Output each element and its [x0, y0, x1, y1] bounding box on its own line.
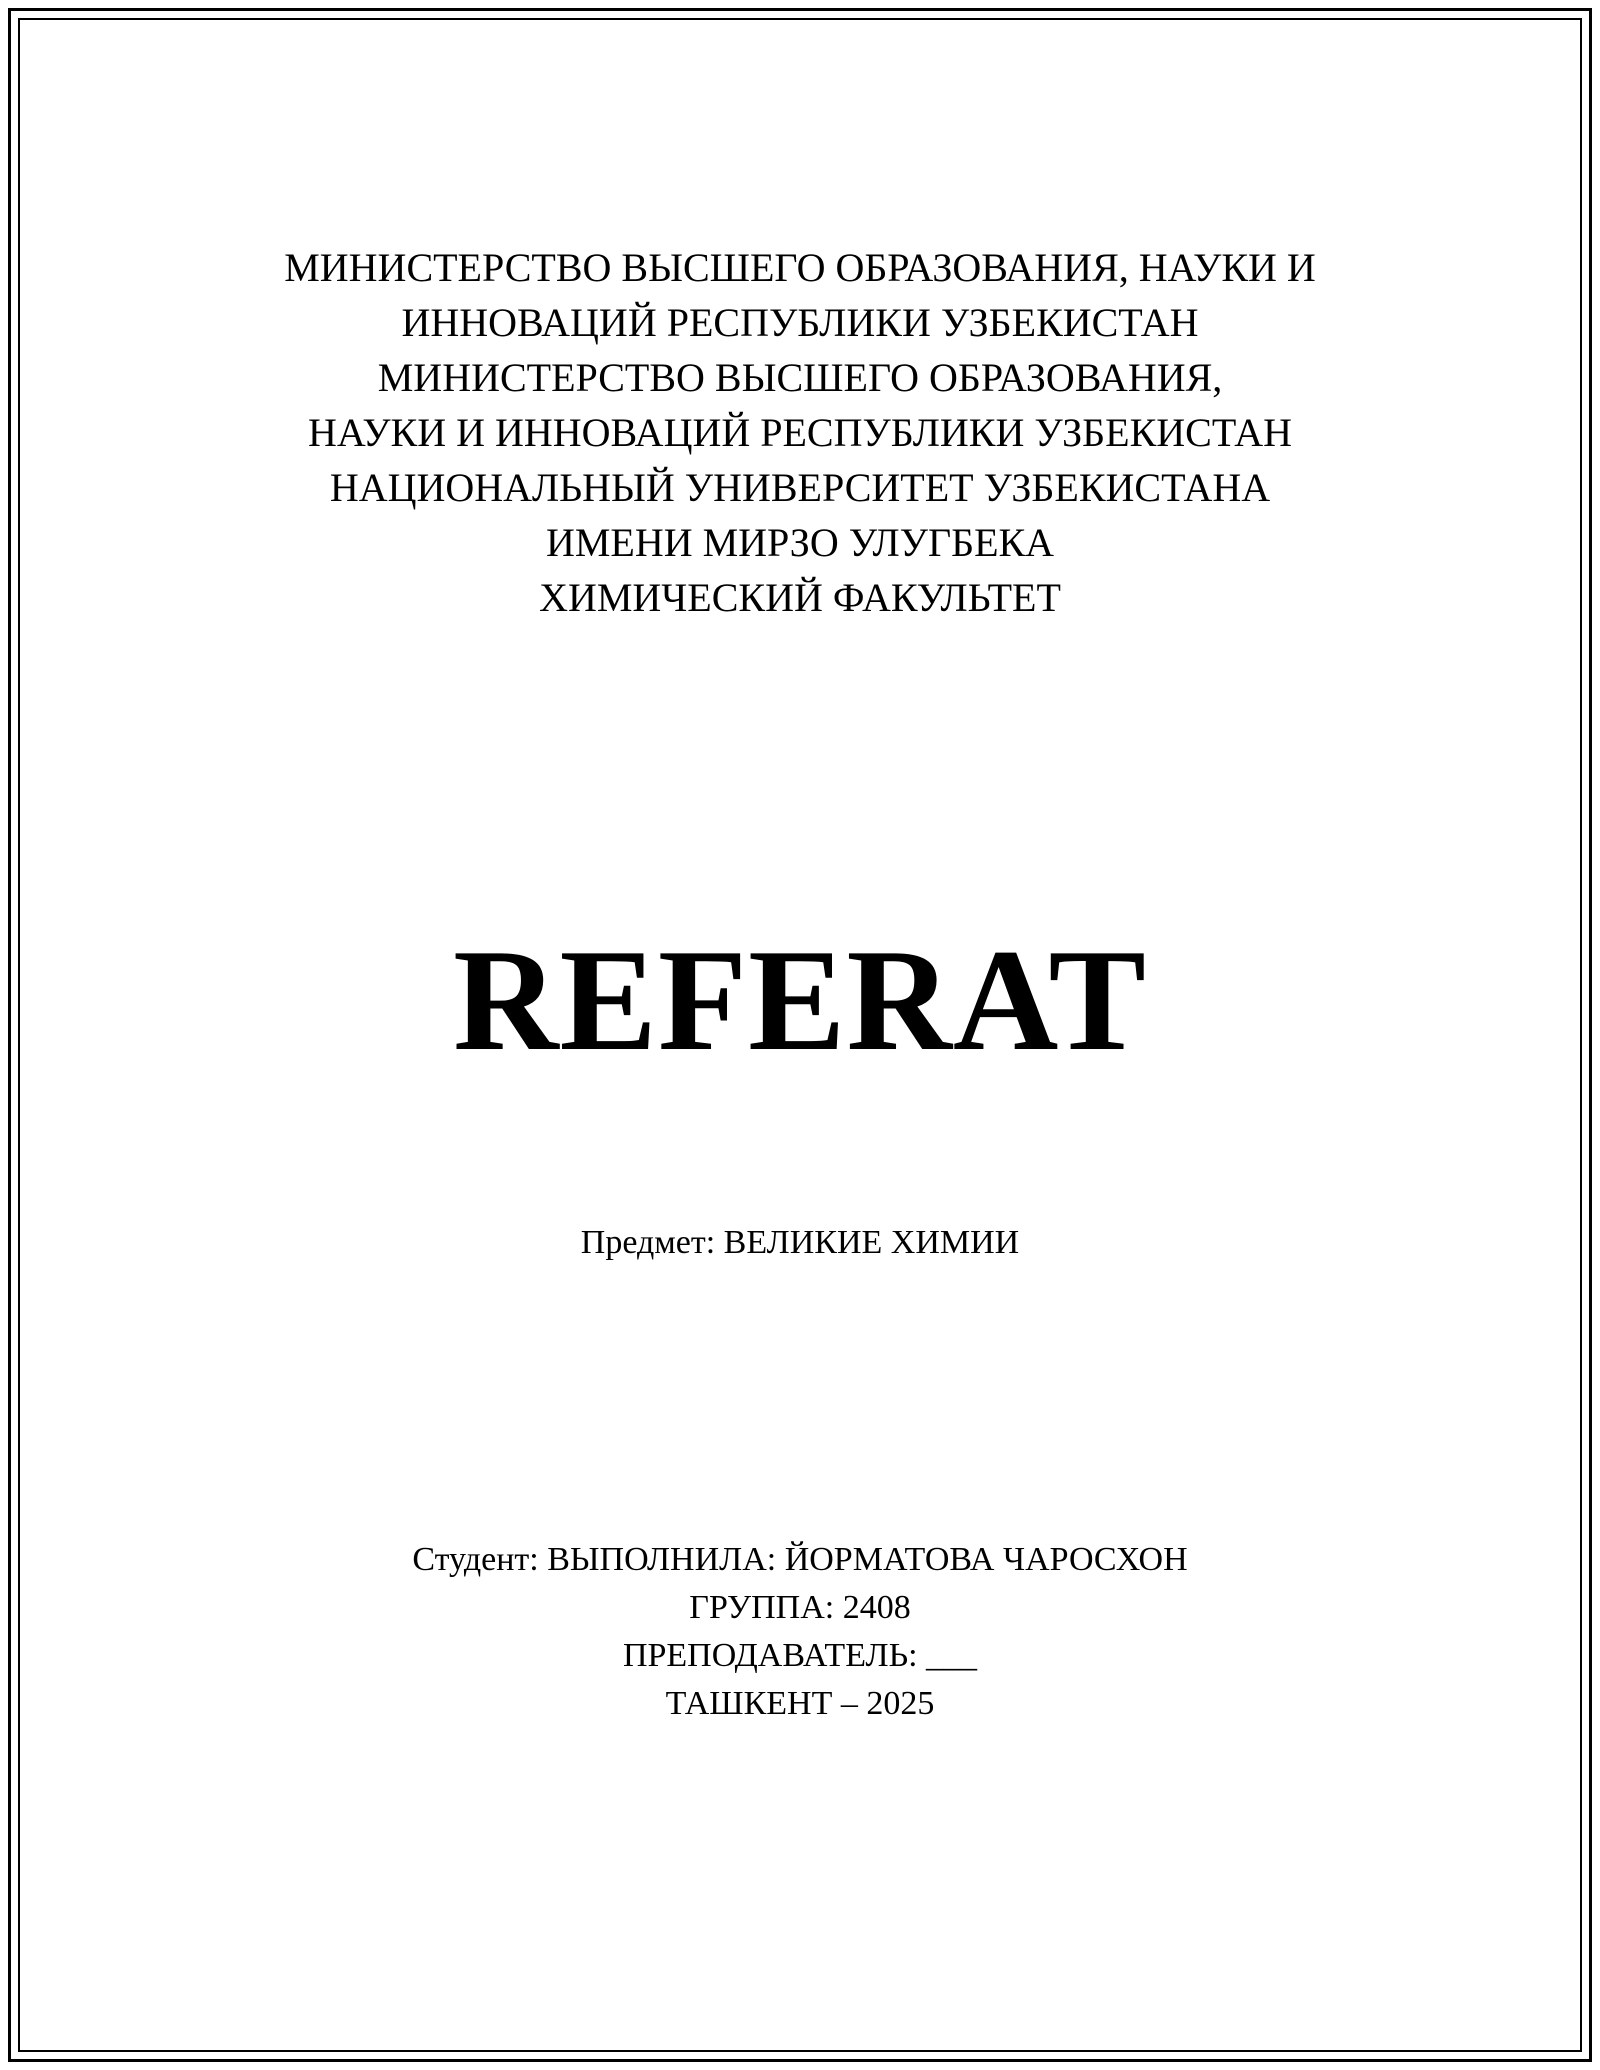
- header-line: МИНИСТЕРСТВО ВЫСШЕГО ОБРАЗОВАНИЯ, НАУКИ И: [284, 245, 1316, 290]
- author-info: [0, 1536, 1600, 1728]
- city-year-line: ТАШКЕНТ – 2025: [665, 1685, 935, 1722]
- institution-header: [0, 240, 1600, 625]
- header-line: МИНИСТЕРСТВО ВЫСШЕГО ОБРАЗОВАНИЯ,: [377, 355, 1223, 400]
- teacher-line: ПРЕПОДАВАТЕЛЬ: ___: [622, 1637, 978, 1674]
- header-line: ИМЕНИ МИРЗО УЛУГБЕКА: [545, 520, 1055, 565]
- student-line: Студент: ВЫПОЛНИЛА: ЙОРМАТОВА ЧАРОСХОН: [412, 1541, 1188, 1578]
- header-line: ИННОВАЦИЙ РЕСПУБЛИКИ УЗБЕКИСТАН: [401, 300, 1199, 345]
- header-line: НАЦИОНАЛЬНЫЙ УНИВЕРСИТЕТ УЗБЕКИСТАНА: [329, 465, 1271, 510]
- subject-line: Предмет: ВЕЛИКИЕ ХИМИИ: [580, 1224, 1020, 1261]
- group-line: ГРУППА: 2408: [689, 1589, 911, 1626]
- header-line: НАУКИ И ИННОВАЦИЙ РЕСПУБЛИКИ УЗБЕКИСТАН: [307, 410, 1293, 455]
- header-line: ХИМИЧЕСКИЙ ФАКУЛЬТЕТ: [539, 575, 1061, 620]
- document-title: REFERAT: [453, 919, 1147, 1081]
